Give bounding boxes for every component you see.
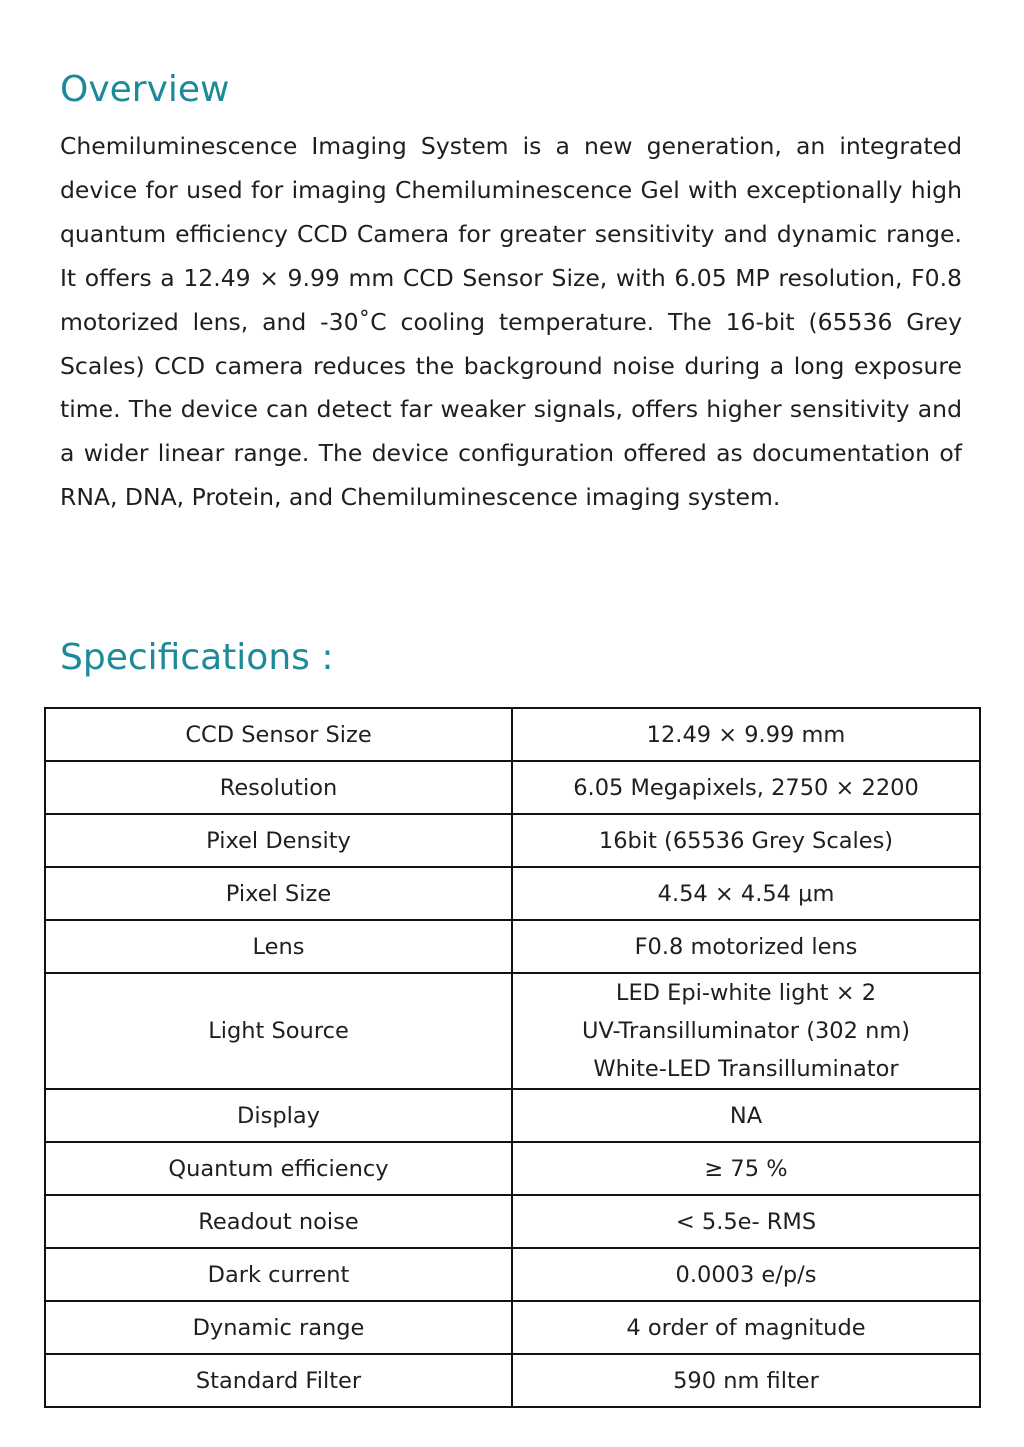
spec-row-light-source <box>45 973 980 1089</box>
spec-label: CCD Sensor Size <box>45 708 512 761</box>
light-source-line: UV-Transilluminator (302 nm) <box>581 1018 911 1044</box>
spec-value: ≥ 75 % <box>512 1142 980 1195</box>
spec-row-dynamic-range <box>45 1301 980 1354</box>
spec-value <box>512 973 980 1089</box>
spec-row-readout-noise <box>45 1195 980 1248</box>
spec-label: Display <box>45 1089 512 1142</box>
light-source-line: LED Epi-white light × 2 <box>615 980 877 1006</box>
spec-value: 6.05 Megapixels, 2750 × 2200 <box>512 761 980 814</box>
spec-value: F0.8 motorized lens <box>512 920 980 973</box>
spec-row-standard-filter <box>45 1354 980 1407</box>
spec-row-quantum-efficiency <box>45 1142 980 1195</box>
spec-value: 0.0003 e/p/s <box>512 1248 980 1301</box>
spec-label: Pixel Density <box>45 814 512 867</box>
spec-label: Lens <box>45 920 512 973</box>
spec-value: 4.54 × 4.54 μm <box>512 867 980 920</box>
overview-paragraph: Chemiluminescence Imaging System is a new generation, an integrated device for used for imaging Chemiluminescence Gel with exceptionally high quantum efficiency CCD Camera for greater sensitivity and dynamic range. It offers a 12.49 × 9.99 mm CCD Sensor Size, with 6.05 MP resolution, F0.8 motorized lens, and -30˚C cooling temperature. The 16-bit (65536 Grey Scales) CCD camera reduces the background noise during a long exposure time. The device can detect far weaker signals, offers higher sensitivity and a wider linear range. The device configuration offered as documentation of RNA, DNA, Protein, and Chemiluminescence imaging system. <box>60 132 962 512</box>
spec-label: Resolution <box>45 761 512 814</box>
spec-label: Pixel Size <box>45 867 512 920</box>
light-source-line: White-LED Transilluminator <box>593 1056 899 1082</box>
spec-label: Quantum efficiency <box>45 1142 512 1195</box>
overview-heading: Overview <box>60 69 230 110</box>
spec-row-dark-current <box>45 1248 980 1301</box>
spec-label: Light Source <box>45 973 512 1089</box>
spec-row-resolution <box>45 761 980 814</box>
spec-label: Readout noise <box>45 1195 512 1248</box>
spec-value: < 5.5e- RMS <box>512 1195 980 1248</box>
spec-row-pixel-size <box>45 867 980 920</box>
spec-label: Standard Filter <box>45 1354 512 1407</box>
spec-value: 590 nm filter <box>512 1354 980 1407</box>
spec-row-lens <box>45 920 980 973</box>
specifications-table <box>44 707 981 1408</box>
spec-value: 12.49 × 9.99 mm <box>512 708 980 761</box>
spec-value: 16bit (65536 Grey Scales) <box>512 814 980 867</box>
spec-row-pixel-density <box>45 814 980 867</box>
spec-value: NA <box>512 1089 980 1142</box>
spec-row-ccd-sensor-size <box>45 708 980 761</box>
spec-label: Dynamic range <box>45 1301 512 1354</box>
spec-label: Dark current <box>45 1248 512 1301</box>
spec-row-display <box>45 1089 980 1142</box>
spec-value: 4 order of magnitude <box>512 1301 980 1354</box>
specifications-heading: Specifications : <box>60 637 334 678</box>
